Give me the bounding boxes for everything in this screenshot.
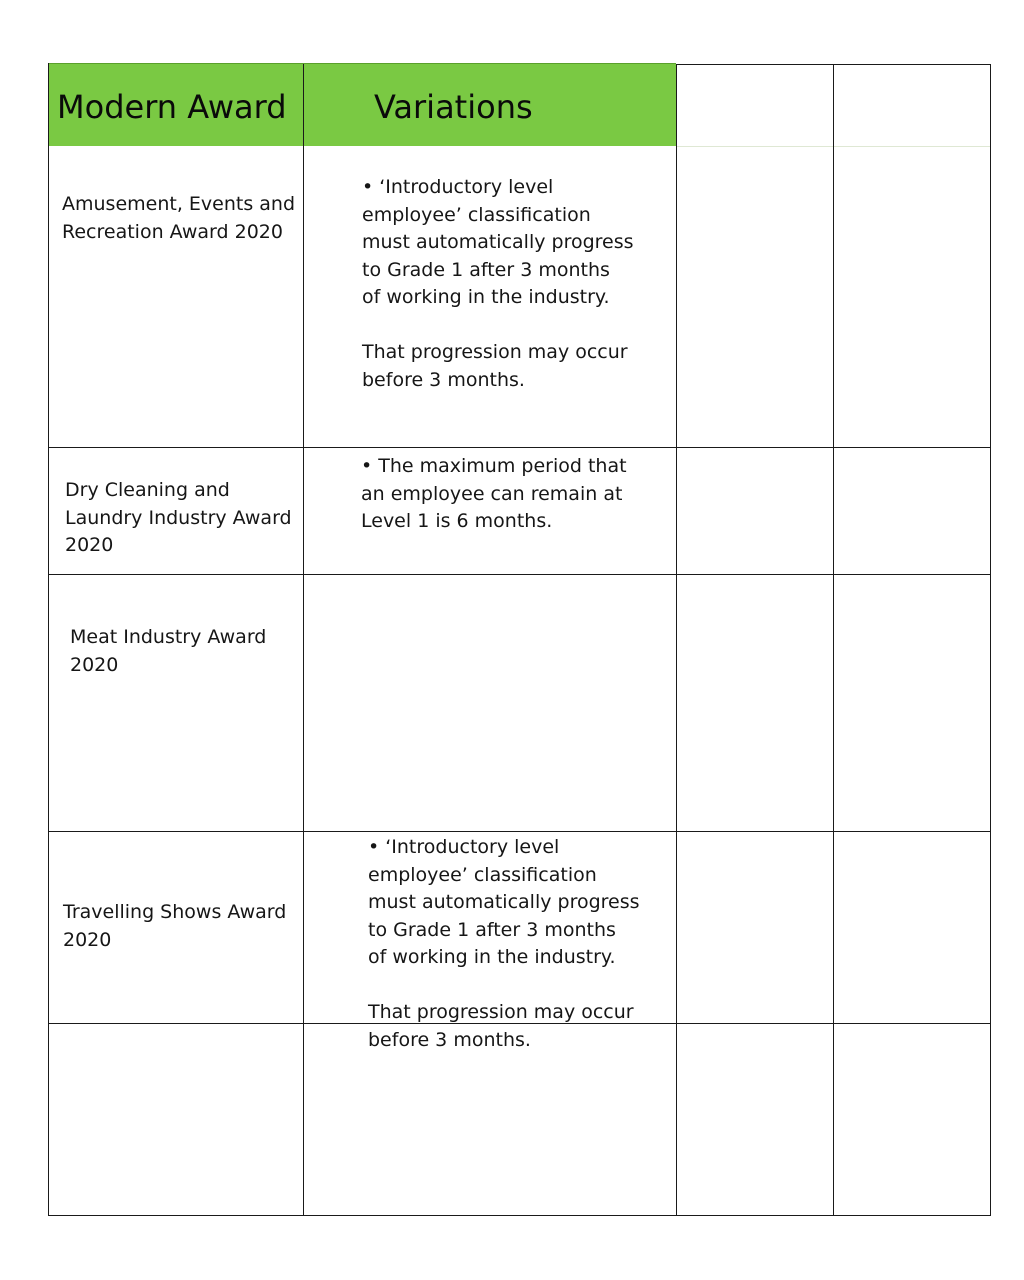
row-divider-1 (48, 447, 991, 448)
column-divider-1 (303, 64, 304, 1216)
column-divider-2 (676, 64, 677, 1216)
header-variations: Variations (374, 88, 533, 126)
row-divider-2 (48, 574, 991, 575)
table-border-right (990, 64, 991, 1216)
column-divider-3 (833, 64, 834, 1216)
award-name: Dry Cleaning and Laundry Industry Award 2020 (65, 479, 292, 556)
variation-text: • ‘Introductory level employee’ classification must automatically progress to Grade 1 after 3 months of working in the industry. That progression may occur before 3 months. (362, 176, 634, 391)
table-border-bottom (48, 1215, 991, 1216)
variation-text: • ‘Introductory level employee’ classification must automatically progress to Grade 1 after 3 months of working in the industry. That progression may occur before 3 months. (368, 836, 640, 1051)
table-border-left (48, 63, 49, 1216)
variation-text: • The maximum period that an employee can remain at Level 1 is 6 months. (361, 455, 627, 532)
award-name: Meat Industry Award 2020 (70, 626, 267, 676)
award-name: Travelling Shows Award 2020 (63, 901, 287, 951)
header-modern-award: Modern Award (57, 88, 287, 126)
row-divider-3 (48, 831, 991, 832)
award-name: Amusement, Events and Recreation Award 2020 (62, 193, 296, 243)
table-border-top (48, 63, 676, 64)
